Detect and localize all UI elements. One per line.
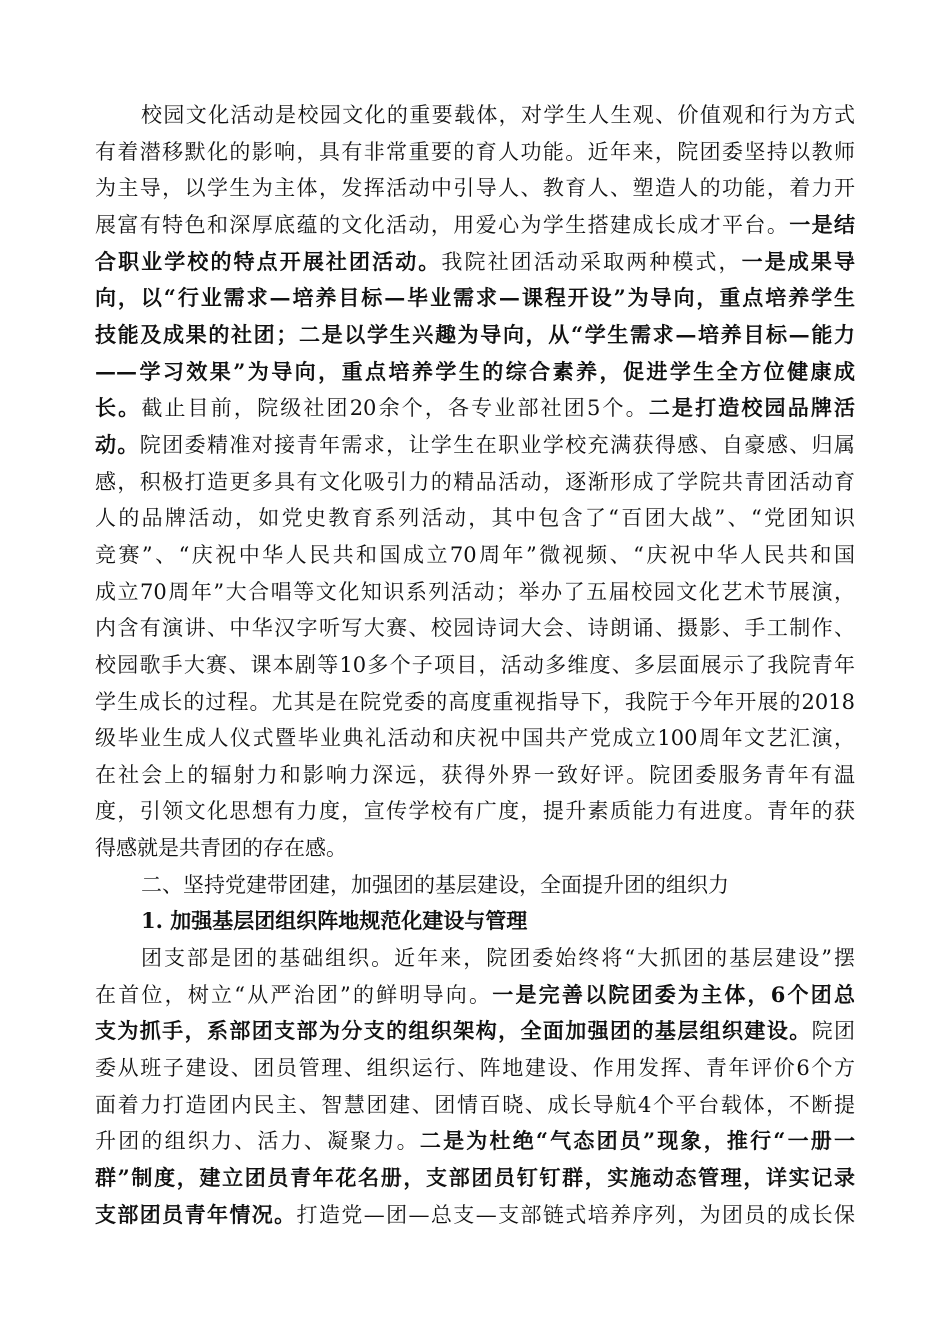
text-segment: 成立70周年”大合唱等文化知识系列活动；举办了五届校园文化艺术节展演， <box>95 579 855 604</box>
text-segment: 在社会上的辐射力和影响力深远，获得外界一致好评。院团委服务青年有温 <box>95 762 855 787</box>
text-segment: 度，引领文化思想有力度，宣传学校有广度，提升素质能力有进度。青年的获 <box>95 799 855 824</box>
text-line <box>95 280 855 317</box>
bold-text-segment: 支部团员青年情况。 <box>95 1201 297 1227</box>
text-line <box>95 134 855 171</box>
text-line <box>95 427 855 464</box>
text-segment: 有着潜移默化的影响，具有非常重要的育人功能。近年来，院团委坚持以教师 <box>95 139 855 164</box>
paragraph-branch-organization <box>95 940 855 1233</box>
bold-text-segment: ——学习效果”为导向，重点培养学生的综合素养，促进学生全方位健康成 <box>95 358 855 384</box>
text-line <box>95 354 855 391</box>
bold-text-segment: 动。 <box>95 431 140 457</box>
text-segment: 团支部是团的基础组织。近年来，院团委始终将“大抓团的基层建设”摆 <box>141 946 855 971</box>
text-line <box>95 464 855 501</box>
text-segment: 面着力打造团内民主、智慧团建、团情百晓、成长导航4个平台载体，不断提 <box>95 1092 855 1117</box>
text-segment: 展富有特色和深厚底蕴的文化活动，用爱心为学生搭建成长成才平台。 <box>95 212 790 237</box>
text-line <box>95 720 855 757</box>
text-segment: 校园歌手大赛、课本剧等10多个子项目，活动多维度、多层面展示了我院青年 <box>95 652 855 677</box>
bold-text-segment: 支为抓手，系部团支部为分支的组织架构，全面加强团的基层组织建设。 <box>95 1018 812 1044</box>
text-line <box>95 317 855 354</box>
text-segment: 院团委精准对接青年需求，让学生在职业学校充满获得感、自豪感、归属 <box>139 432 856 457</box>
text-line <box>95 390 855 427</box>
text-segment: 学生成长的过程。尤其是在院党委的高度重视指导下，我院于今年开展的2018 <box>95 689 855 714</box>
text-line <box>95 537 855 574</box>
text-line <box>95 977 855 1014</box>
text-line <box>95 940 855 977</box>
text-line <box>95 647 855 684</box>
subsection-heading: 1. 加强基层团组织阵地规范化建设与管理 <box>141 908 528 934</box>
section-heading: 二、坚持党建带团建，加强团的基层建设，全面提升团的组织力 <box>141 872 729 897</box>
text-line <box>95 1013 855 1050</box>
bold-text-segment: 二是打造校园品牌活 <box>648 395 856 421</box>
text-line <box>95 830 855 867</box>
text-line <box>95 684 855 721</box>
text-line <box>95 170 855 207</box>
text-segment: 校园文化活动是校园文化的重要载体，对学生人生观、价值观和行为方式 <box>141 103 855 127</box>
text-line <box>95 1123 855 1160</box>
text-segment: 打造党—团—总支—支部链式培养序列，为团员的成长保 <box>296 1202 855 1227</box>
bold-text-segment: 长。 <box>95 395 142 421</box>
text-segment: 升团的组织力、活力、凝聚力。 <box>95 1129 420 1154</box>
text-line <box>95 610 855 647</box>
text-line <box>95 97 855 134</box>
text-segment: 内含有演讲、中华汉字听写大赛、校园诗词大会、诗朗诵、摄影、手工制作、 <box>95 616 855 641</box>
text-segment: 截止目前，院级社团20余个，各专业部社团5个。 <box>141 396 649 421</box>
text-segment: 我院社团活动采取两种模式， <box>441 249 742 274</box>
text-segment: 委从班子建设、团员管理、组织运行、阵地建设、作用发挥、青年评价6个方 <box>95 1056 855 1081</box>
paragraph-campus-culture <box>95 97 855 867</box>
text-segment: 院团 <box>811 1019 856 1044</box>
text-segment: 得感就是共青团的存在感。 <box>95 836 347 861</box>
text-line <box>95 757 855 794</box>
text-line <box>95 244 855 281</box>
bold-text-segment: 合职业学校的特点开展社团活动。 <box>95 248 442 274</box>
bold-text-segment: 一是完善以院团委为主体，6个团总 <box>492 981 855 1007</box>
text-line <box>95 1050 855 1087</box>
bold-text-segment: 技能及成果的社团；二是以学生兴趣为导向，从“学生需求—培养目标—能力 <box>95 321 855 347</box>
text-segment: 在首位，树立“从严治团”的鲜明导向。 <box>95 982 493 1007</box>
text-line <box>95 793 855 830</box>
text-line <box>95 1197 855 1234</box>
bold-text-segment: 二是为杜绝“气态团员”现象，推行“一册一 <box>419 1128 855 1154</box>
text-line <box>95 500 855 537</box>
bold-text-segment: 一是成果导 <box>741 248 855 274</box>
text-segment: 为主导，以学生为主体，发挥活动中引导人、教育人、塑造人的功能，着力开 <box>95 176 855 201</box>
bold-text-segment: 群”制度，建立团员青年花名册，支部团员钉钉群，实施动态管理，详实记录 <box>95 1165 855 1191</box>
text-segment: 竞赛”、“庆祝中华人民共和国成立70周年”微视频、“庆祝中华人民共和国 <box>95 542 855 567</box>
document-page <box>95 97 855 1233</box>
text-line <box>95 1160 855 1197</box>
bold-text-segment: 一是结 <box>789 211 856 237</box>
text-segment: 级毕业生成人仪式暨毕业典礼活动和庆祝中国共产党成立100周年文艺汇演， <box>95 726 855 751</box>
text-line <box>95 207 855 244</box>
bold-text-segment: 向，以“行业需求—培养目标—毕业需求—课程开设”为导向，重点培养学生 <box>95 285 855 311</box>
text-line <box>95 1087 855 1124</box>
text-line <box>95 574 855 611</box>
text-segment: 人的品牌活动，如党史教育系列活动，其中包含了“百团大战”、“党团知识 <box>95 506 855 531</box>
text-segment: 感，积极打造更多具有文化吸引力的精品活动，逐渐形成了学院共青团活动育 <box>95 469 855 494</box>
